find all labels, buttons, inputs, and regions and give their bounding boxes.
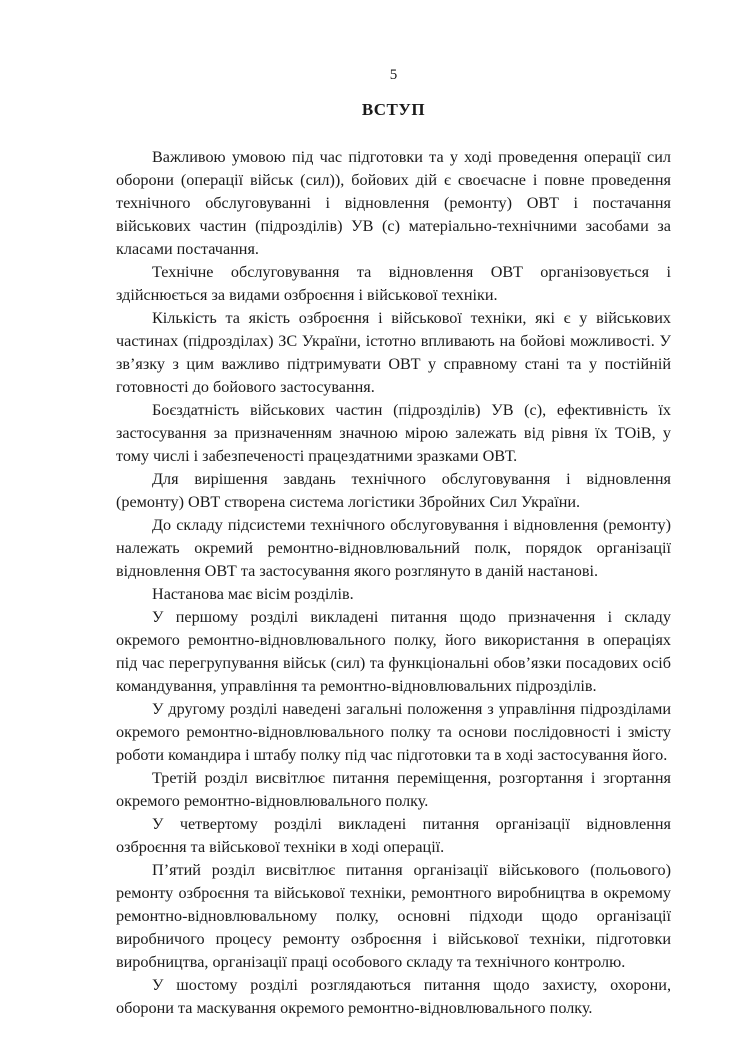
paragraph: Технічне обслуговування та відновлення ОВТ організовується і здійснюється за видами озброєння і військової техніки.	[116, 263, 671, 304]
body-text	[116, 146, 671, 1020]
paragraph: Третій розділ висвітлює питання переміщення, розгортання і згортання окремого ремонтно-відновлювального полку.	[116, 769, 671, 810]
page-number: 5	[389, 67, 398, 83]
paragraph: Для вирішення завдань технічного обслуговування і відновлення (ремонту) ОВТ створена система логістики Збройних Сил України.	[116, 470, 671, 511]
paragraph: Настанова має вісім розділів.	[152, 585, 354, 603]
paragraph: Кількість та якість озброєння і військової техніки, які є у військових частинах (підрозділах) ЗС України, істотно впливають на бойові можливості. У зв’язку з цим важливо підтримувати ОВТ у справному стані та у постійній готовності до бойового застосування.	[116, 309, 671, 396]
paragraph: У шостому розділі розглядаються питання щодо захисту, охорони, оборони та маскування окремого ремонтно-відновлювального полку.	[116, 976, 671, 1017]
paragraph: П’ятий розділ висвітлює питання організації військового (польового) ремонту озброєння та військової техніки, ремонтного виробництва в окремому ремонтно-відновлювальному полку, основні підходи щодо організації виробничого процесу ремонту озброєння і військової техніки, підготовки виробництва, організації праці особового складу та технічного контролю.	[116, 861, 671, 971]
paragraph: У першому розділі викладені питання щодо призначення і складу окремого ремонтно-відновлювального полку, його використання в операціях під час перегрупування військ (сил) та функціональні обов’язки посадових осіб командування, управління та ремонтно-відновлювальних підрозділів.	[116, 608, 671, 695]
paragraph: У другому розділі наведені загальні положення з управління підрозділами окремого ремонтно-відновлювального полку та основи послідовності і змісту роботи командира і штабу полку під час підготовки та в ході застосування його.	[116, 700, 671, 764]
paragraph: Важливою умовою під час підготовки та у ході проведення операції сил оборони (операції військ (сил)), бойових дій є своєчасне і повне проведення технічного обслуговуванні і відновлення (ремонту) ОВТ і постачання військових частин (підрозділів) УВ (с) матеріально-технічними засобами за класами постачання.	[116, 148, 671, 258]
section-title: ВСТУП	[361, 100, 426, 119]
paragraph: У четвертому розділі викладені питання організації відновлення озброєння та військової техніки в ході операції.	[116, 815, 671, 856]
paragraph: До складу підсистеми технічного обслуговування і відновлення (ремонту) належать окремий ремонтно-відновлювальний полк, порядок організації відновлення ОВТ та застосування якого розглянуто в даній настанові.	[116, 516, 671, 580]
paragraph: Боєздатність військових частин (підрозділів) УВ (с), ефективність їх застосування за призначенням значною мірою залежать від рівня їх ТОіВ, у тому числі і забезпеченості працездатними зразками ОВТ.	[116, 401, 671, 465]
